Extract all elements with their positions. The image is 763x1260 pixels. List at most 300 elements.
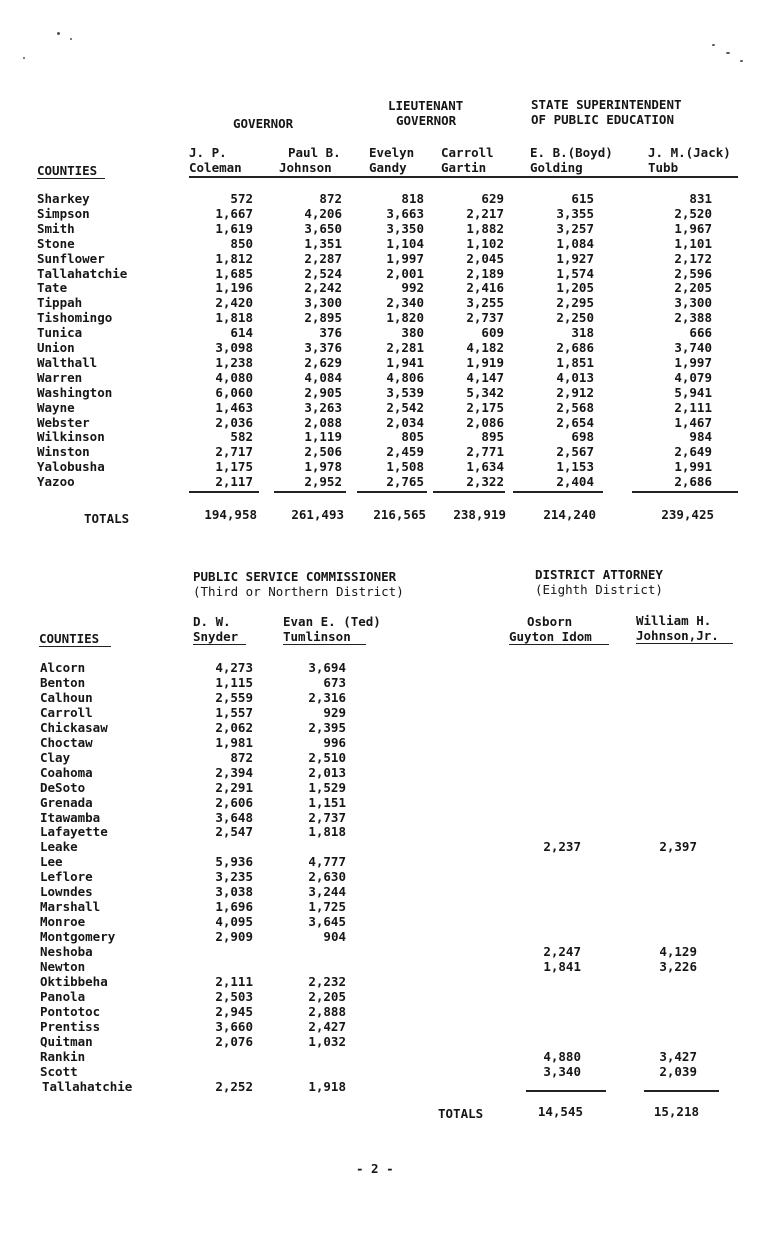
- totals-rule: [513, 491, 603, 493]
- lt-governor-header-line2: GOVERNOR: [396, 113, 457, 128]
- vote-count-snyder: 5,936: [215, 854, 253, 870]
- vote-count-johnson: 2,629: [304, 354, 342, 370]
- vote-count-gandy: 1,508: [386, 459, 424, 475]
- vote-count-coleman: 1,619: [215, 220, 253, 236]
- vote-count-gandy: 2,765: [386, 474, 424, 490]
- psc-header-line1: PUBLIC SERVICE COMMISSIONER: [193, 569, 397, 584]
- johnson-jr-underline: [636, 643, 733, 644]
- candidate-tumlinson-line2: Tumlinson: [283, 629, 351, 644]
- vote-count-golding: 2,568: [556, 399, 594, 415]
- vote-count-tubb: 4,079: [674, 369, 712, 385]
- county-name: Choctaw: [40, 734, 93, 750]
- vote-count-gandy: 818: [401, 191, 424, 206]
- candidate-snyder-line2: Snyder: [193, 629, 239, 644]
- vote-count-gartin: 2,045: [466, 250, 504, 266]
- totals-rule: [357, 491, 427, 493]
- vote-count-tumlinson: 996: [323, 734, 346, 750]
- vote-count-coleman: 3,098: [215, 340, 253, 355]
- vote-count-idom: 1,841: [543, 959, 581, 974]
- vote-count-coleman: 6,060: [215, 384, 253, 400]
- vote-count-golding: 2,404: [556, 474, 594, 490]
- county-name: Lowndes: [40, 884, 93, 900]
- county-name: Rankin: [40, 1048, 86, 1064]
- vote-count-gandy: 3,663: [386, 205, 424, 221]
- table-row: [0, 869, 763, 884]
- vote-count-golding: 1,084: [556, 235, 594, 251]
- candidate-gandy-line2: Gandy: [369, 160, 407, 175]
- table-row: [0, 266, 763, 281]
- table-row: [0, 660, 763, 675]
- vote-count-golding: 1,205: [556, 280, 594, 296]
- table-row: [0, 1019, 763, 1034]
- vote-count-gandy: 1,941: [386, 354, 424, 370]
- vote-count-johnson: 4,084: [304, 369, 342, 385]
- vote-count-gartin: 4,147: [466, 369, 504, 385]
- vote-count-tumlinson: 2,316: [308, 689, 346, 705]
- vote-count-gartin: 2,217: [466, 205, 504, 221]
- vote-count-golding: 1,927: [556, 250, 594, 266]
- vote-count-johnson: 2,895: [304, 310, 342, 326]
- table-row: [0, 839, 763, 854]
- vote-count-gandy: 1,104: [386, 235, 424, 251]
- scan-speck: [23, 57, 25, 59]
- county-name: Leflore: [40, 869, 93, 885]
- table-row: [0, 310, 763, 325]
- table-row: [0, 899, 763, 914]
- table-row: [0, 750, 763, 765]
- scan-speck: [726, 52, 730, 54]
- vote-count-gandy: 3,350: [386, 220, 424, 236]
- vote-count-johnson-jr: 2,397: [659, 839, 697, 855]
- vote-count-tumlinson: 3,694: [308, 660, 346, 675]
- vote-count-tubb: 2,205: [674, 280, 712, 296]
- candidate-johnson-jr-line2: Johnson,Jr.: [636, 628, 719, 643]
- vote-count-johnson: 3,376: [304, 340, 342, 355]
- snyder-underline: [193, 644, 246, 645]
- vote-count-gandy: 2,459: [386, 444, 424, 460]
- county-name: Monroe: [40, 914, 86, 930]
- candidate-tubb-line2: Tubb: [648, 160, 679, 175]
- county-name: Calhoun: [40, 689, 93, 705]
- vote-count-coleman: 2,717: [215, 444, 253, 460]
- vote-count-tubb: 1,467: [674, 414, 712, 430]
- vote-count-coleman: 572: [230, 191, 253, 206]
- county-name: Carroll: [40, 704, 93, 720]
- table-row: [0, 959, 763, 974]
- vote-count-tumlinson: 1,151: [308, 794, 346, 810]
- vote-count-gartin: 2,771: [466, 444, 504, 460]
- total-gartin: 238,919: [453, 507, 506, 522]
- candidate-idom-line2: Guyton Idom: [509, 629, 592, 644]
- table-row: [0, 429, 763, 444]
- county-name: Stone: [37, 235, 75, 251]
- candidate-tumlinson-line1: Evan E. (Ted): [283, 614, 381, 629]
- vote-count-tumlinson: 2,013: [308, 764, 346, 780]
- vote-count-tumlinson: 4,777: [308, 854, 346, 870]
- candidate-snyder-line1: D. W.: [193, 614, 231, 629]
- county-name: Tishomingo: [37, 310, 113, 326]
- vote-count-tubb: 2,686: [674, 474, 712, 490]
- table-row: [0, 340, 763, 355]
- county-name: Union: [37, 340, 75, 355]
- vote-count-snyder: 2,394: [215, 764, 253, 780]
- vote-count-gartin: 3,255: [466, 295, 504, 311]
- vote-count-coleman: 4,080: [215, 369, 253, 385]
- candidate-idom-line1: Osborn: [527, 614, 573, 629]
- table-row: [0, 989, 763, 1004]
- county-name: Oktibbeha: [40, 973, 108, 989]
- table-row: [0, 221, 763, 236]
- vote-count-golding: 2,295: [556, 295, 594, 311]
- vote-count-johnson: 872: [319, 191, 342, 206]
- vote-count-gartin: 1,882: [466, 220, 504, 236]
- total-johnson-jr: 15,218: [653, 1104, 699, 1119]
- vote-count-tumlinson: 3,645: [308, 914, 346, 930]
- vote-count-tumlinson: 2,395: [308, 719, 346, 735]
- superintendent-header-line2: OF PUBLIC EDUCATION: [531, 112, 674, 127]
- vote-count-snyder: 2,252: [215, 1078, 253, 1094]
- vote-count-gartin: 1,919: [466, 354, 504, 370]
- vote-count-tubb: 3,740: [674, 340, 712, 355]
- vote-count-golding: 698: [571, 429, 594, 445]
- scan-speck: [57, 32, 60, 35]
- table-row: [0, 780, 763, 795]
- totals-label: TOTALS: [438, 1106, 484, 1121]
- vote-count-snyder: 4,273: [215, 660, 253, 675]
- vote-count-golding: 3,355: [556, 205, 594, 221]
- vote-count-johnson: 2,506: [304, 444, 342, 460]
- county-name: Itawamba: [40, 809, 101, 825]
- county-name: Grenada: [40, 794, 93, 810]
- table-row: [0, 795, 763, 810]
- county-name: Scott: [40, 1063, 78, 1079]
- vote-count-idom: 3,340: [543, 1063, 581, 1079]
- psc-header-line2: (Third or Northern District): [193, 584, 404, 599]
- vote-count-tumlinson: 2,888: [308, 1003, 346, 1019]
- vote-count-tumlinson: 2,737: [308, 809, 346, 825]
- county-name: Simpson: [37, 205, 90, 221]
- vote-count-coleman: 1,685: [215, 265, 253, 281]
- county-name: Neshoba: [40, 944, 93, 960]
- scan-speck: [712, 44, 715, 46]
- vote-count-golding: 615: [571, 191, 594, 206]
- header-rule: [189, 176, 738, 178]
- totals-rule: [189, 491, 259, 493]
- vote-count-coleman: 2,420: [215, 295, 253, 311]
- county-name: Panola: [40, 988, 86, 1004]
- table-row: [0, 690, 763, 705]
- vote-count-tubb: 5,941: [674, 384, 712, 400]
- totals-row: [0, 507, 763, 522]
- vote-count-golding: 318: [571, 325, 594, 341]
- table-row: [0, 295, 763, 310]
- vote-count-golding: 2,250: [556, 310, 594, 326]
- candidate-gartin-line2: Gartin: [441, 160, 487, 175]
- table-row: [0, 1049, 763, 1064]
- county-name: Newton: [40, 959, 86, 974]
- counties-column-header: COUNTIES: [39, 631, 100, 646]
- page-number: - 2 -: [356, 1161, 394, 1176]
- vote-count-gartin: 1,634: [466, 459, 504, 475]
- county-name: Leake: [40, 839, 78, 855]
- table-row: [0, 400, 763, 415]
- vote-count-johnson-jr: 4,129: [659, 944, 697, 960]
- table-row: [0, 974, 763, 989]
- vote-count-gandy: 992: [401, 280, 424, 296]
- vote-count-snyder: 2,606: [215, 794, 253, 810]
- county-name: Prentiss: [40, 1018, 101, 1034]
- table-row: [0, 884, 763, 899]
- vote-count-snyder: 3,038: [215, 884, 253, 900]
- vote-count-tumlinson: 904: [323, 929, 346, 945]
- county-name: Lee: [40, 854, 63, 870]
- total-gandy: 216,565: [373, 507, 426, 522]
- vote-count-coleman: 2,117: [215, 474, 253, 490]
- vote-count-johnson: 4,206: [304, 205, 342, 221]
- table-row: [0, 444, 763, 459]
- total-tubb: 239,425: [661, 507, 714, 522]
- county-name: Warren: [37, 369, 83, 385]
- vote-count-coleman: 1,812: [215, 250, 253, 266]
- vote-count-snyder: 2,945: [215, 1003, 253, 1019]
- vote-count-coleman: 1,238: [215, 354, 253, 370]
- county-name: Yalobusha: [37, 459, 105, 475]
- table-row: [0, 415, 763, 430]
- vote-count-gartin: 5,342: [466, 384, 504, 400]
- vote-count-johnson: 1,978: [304, 459, 342, 475]
- vote-count-idom: 2,247: [543, 944, 581, 960]
- vote-count-johnson: 2,088: [304, 414, 342, 430]
- tumlinson-underline: [283, 644, 366, 645]
- totals-rule: [644, 1090, 719, 1092]
- counties-header-underline: [37, 178, 105, 179]
- vote-count-tubb: 2,172: [674, 250, 712, 266]
- totals-rule: [526, 1090, 606, 1092]
- vote-count-tubb: 1,967: [674, 220, 712, 236]
- county-name: Tippah: [37, 295, 83, 311]
- table-row: [0, 929, 763, 944]
- vote-count-gandy: 2,281: [386, 340, 424, 355]
- vote-count-johnson: 2,905: [304, 384, 342, 400]
- county-name: Alcorn: [40, 660, 86, 675]
- candidate-coleman-line1: J. P.: [189, 145, 227, 160]
- vote-count-tubb: 1,991: [674, 459, 712, 475]
- table-row: [0, 914, 763, 929]
- vote-count-gartin: 2,175: [466, 399, 504, 415]
- vote-count-gandy: 2,542: [386, 399, 424, 415]
- table-row: [0, 355, 763, 370]
- vote-count-tumlinson: 2,232: [308, 973, 346, 989]
- vote-count-snyder: 3,235: [215, 869, 253, 885]
- vote-count-snyder: 2,909: [215, 929, 253, 945]
- vote-count-gandy: 380: [401, 325, 424, 341]
- vote-count-gartin: 2,189: [466, 265, 504, 281]
- vote-count-tubb: 2,111: [674, 399, 712, 415]
- county-name: Wayne: [37, 399, 75, 415]
- table-row: [0, 705, 763, 720]
- vote-count-golding: 1,851: [556, 354, 594, 370]
- vote-count-tumlinson: 673: [323, 674, 346, 690]
- county-name: Wilkinson: [37, 429, 105, 445]
- vote-count-johnson: 2,242: [304, 280, 342, 296]
- county-name: Pontotoc: [40, 1003, 101, 1019]
- vote-count-johnson: 376: [319, 325, 342, 341]
- vote-count-gartin: 629: [481, 191, 504, 206]
- da-header-line2: (Eighth District): [535, 582, 663, 597]
- table-row: [0, 735, 763, 750]
- vote-count-johnson: 1,351: [304, 235, 342, 251]
- vote-count-golding: 4,013: [556, 369, 594, 385]
- county-name: Lafayette: [40, 824, 108, 840]
- county-name: Washington: [37, 384, 113, 400]
- vote-count-coleman: 1,667: [215, 205, 253, 221]
- table-row: [0, 1004, 763, 1019]
- county-name: Tallahatchie: [42, 1078, 133, 1094]
- vote-count-snyder: 2,076: [215, 1033, 253, 1049]
- table-row: [0, 251, 763, 266]
- vote-count-coleman: 582: [230, 429, 253, 445]
- vote-count-tumlinson: 929: [323, 704, 346, 720]
- vote-count-tubb: 2,388: [674, 310, 712, 326]
- vote-count-golding: 1,153: [556, 459, 594, 475]
- county-name: Sharkey: [37, 191, 90, 206]
- totals-label: TOTALS: [84, 511, 130, 526]
- counties-header-underline: [39, 646, 111, 647]
- vote-count-tumlinson: 1,032: [308, 1033, 346, 1049]
- vote-count-idom: 4,880: [543, 1048, 581, 1064]
- vote-count-johnson: 2,952: [304, 474, 342, 490]
- vote-count-johnson-jr: 2,039: [659, 1063, 697, 1079]
- table-row: [0, 720, 763, 735]
- table-row: [0, 459, 763, 474]
- county-name: Yazoo: [37, 474, 75, 490]
- candidate-golding-line2: Golding: [530, 160, 583, 175]
- vote-count-tumlinson: 2,427: [308, 1018, 346, 1034]
- vote-count-gartin: 1,102: [466, 235, 504, 251]
- idom-underline: [509, 644, 609, 645]
- vote-count-gartin: 2,086: [466, 414, 504, 430]
- table-row: [0, 191, 763, 206]
- table-row: [0, 280, 763, 295]
- vote-count-snyder: 2,547: [215, 824, 253, 840]
- vote-count-tubb: 2,596: [674, 265, 712, 281]
- table-row: [0, 1064, 763, 1079]
- county-name: Quitman: [40, 1033, 93, 1049]
- vote-count-snyder: 3,660: [215, 1018, 253, 1034]
- county-name: Smith: [37, 220, 75, 236]
- vote-count-snyder: 3,648: [215, 809, 253, 825]
- county-name: Tate: [37, 280, 68, 296]
- county-name: Clay: [40, 749, 71, 765]
- vote-count-coleman: 1,463: [215, 399, 253, 415]
- vote-count-gartin: 4,182: [466, 340, 504, 355]
- table-row: [0, 236, 763, 251]
- vote-count-tumlinson: 2,205: [308, 988, 346, 1004]
- vote-count-johnson: 3,263: [304, 399, 342, 415]
- vote-count-coleman: 1,196: [215, 280, 253, 296]
- vote-count-gandy: 1,820: [386, 310, 424, 326]
- vote-count-coleman: 850: [230, 235, 253, 251]
- table-row: [0, 765, 763, 780]
- county-name: Winston: [37, 444, 90, 460]
- totals-rule: [632, 491, 738, 493]
- vote-count-gartin: 2,322: [466, 474, 504, 490]
- vote-count-snyder: 2,291: [215, 779, 253, 795]
- county-name: DeSoto: [40, 779, 86, 795]
- vote-count-tubb: 666: [689, 325, 712, 341]
- candidate-coleman-line2: Coleman: [189, 160, 242, 175]
- vote-count-tumlinson: 1,725: [308, 899, 346, 915]
- total-johnson: 261,493: [291, 507, 344, 522]
- vote-count-gartin: 2,416: [466, 280, 504, 296]
- county-name: Tunica: [37, 325, 83, 341]
- county-name: Walthall: [37, 354, 98, 370]
- vote-count-tumlinson: 1,529: [308, 779, 346, 795]
- vote-count-tubb: 1,997: [674, 354, 712, 370]
- superintendent-header-line1: STATE SUPERINTENDENT: [531, 97, 682, 112]
- vote-count-coleman: 1,175: [215, 459, 253, 475]
- vote-count-snyder: 2,062: [215, 719, 253, 735]
- candidate-gartin-line1: Carroll: [441, 145, 494, 160]
- lt-governor-header-line1: LIEUTENANT: [388, 98, 464, 113]
- table-row: [0, 675, 763, 690]
- vote-count-johnson-jr: 3,226: [659, 959, 697, 974]
- vote-count-gandy: 805: [401, 429, 424, 445]
- vote-count-johnson: 2,287: [304, 250, 342, 266]
- candidate-johnson-jr-line1: William H.: [636, 613, 712, 628]
- vote-count-tubb: 2,649: [674, 444, 712, 460]
- table-row: [0, 474, 763, 489]
- scan-speck: [70, 38, 72, 40]
- vote-count-snyder: 1,696: [215, 899, 253, 915]
- table-row: [0, 1034, 763, 1049]
- vote-count-tubb: 1,101: [674, 235, 712, 251]
- vote-count-snyder: 2,111: [215, 973, 253, 989]
- vote-count-idom: 2,237: [543, 839, 581, 855]
- county-name: Marshall: [40, 899, 101, 915]
- candidate-johnson-line1: Paul B.: [288, 145, 341, 160]
- vote-count-gandy: 2,034: [386, 414, 424, 430]
- candidate-golding-line1: E. B.(Boyd): [530, 145, 613, 160]
- vote-count-gandy: 2,340: [386, 295, 424, 311]
- county-name: Webster: [37, 414, 90, 430]
- vote-count-johnson: 1,119: [304, 429, 342, 445]
- county-name: Montgomery: [40, 929, 116, 945]
- vote-count-gandy: 2,001: [386, 265, 424, 281]
- vote-count-johnson: 2,524: [304, 265, 342, 281]
- vote-count-snyder: 2,559: [215, 689, 253, 705]
- vote-count-johnson: 3,300: [304, 295, 342, 311]
- vote-count-snyder: 2,503: [215, 988, 253, 1004]
- vote-count-snyder: 1,981: [215, 734, 253, 750]
- table-row: [0, 325, 763, 340]
- county-name: Coahoma: [40, 764, 93, 780]
- candidate-gandy-line1: Evelyn: [369, 145, 415, 160]
- vote-count-gartin: 609: [481, 325, 504, 341]
- candidate-johnson-line2: Johnson: [279, 160, 332, 175]
- da-header-line1: DISTRICT ATTORNEY: [535, 567, 663, 582]
- vote-count-gartin: 895: [481, 429, 504, 445]
- vote-count-tubb: 3,300: [674, 295, 712, 311]
- table-row: [0, 810, 763, 825]
- vote-count-snyder: 4,095: [215, 914, 253, 930]
- vote-count-tubb: 984: [689, 429, 712, 445]
- vote-count-golding: 2,567: [556, 444, 594, 460]
- vote-count-tumlinson: 3,244: [308, 884, 346, 900]
- total-idom: 14,545: [537, 1104, 583, 1119]
- totals-rule: [274, 491, 346, 493]
- vote-count-coleman: 2,036: [215, 414, 253, 430]
